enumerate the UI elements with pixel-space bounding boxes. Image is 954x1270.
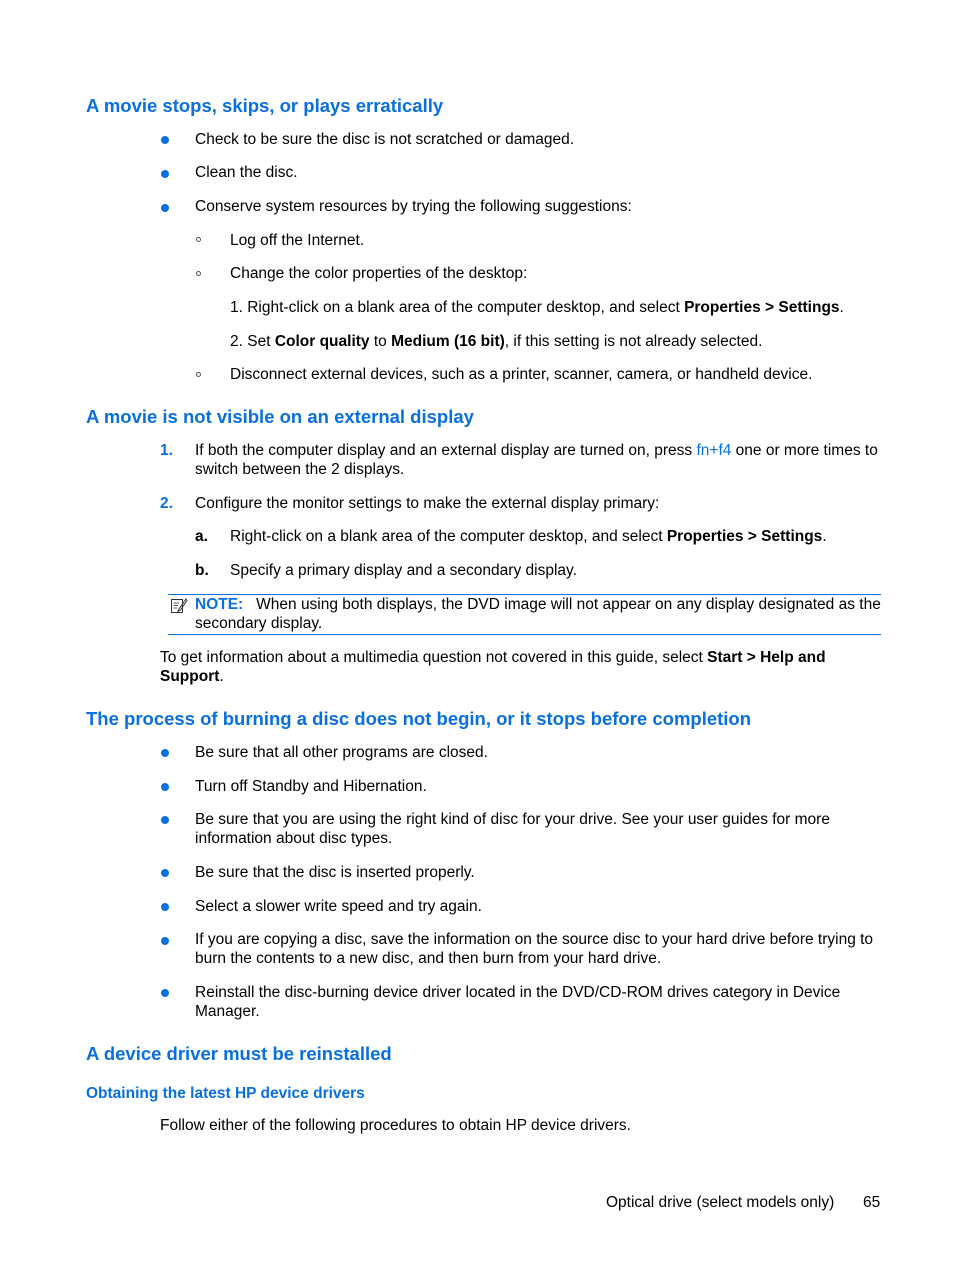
bullet-icon <box>161 869 169 877</box>
sub-step-end: . <box>822 528 827 545</box>
info-end: . <box>219 668 224 685</box>
step-1-end: . <box>839 299 844 316</box>
paragraph: Follow either of the following procedures to obtain HP device drivers. <box>160 1117 631 1134</box>
list-number: 2. <box>160 495 173 512</box>
step-2-mid: to <box>369 333 392 350</box>
step-1 <box>230 298 844 317</box>
subheading-latest-drivers: Obtaining the latest HP device drivers <box>86 1085 365 1102</box>
note-pencil-icon <box>170 597 188 620</box>
step-1-bold: Properties > Settings <box>684 299 840 316</box>
list-item: Check to be sure the disc is not scratched or damaged. <box>195 131 575 148</box>
bullet-icon <box>161 136 169 144</box>
step-2-bold-2: Medium (16 bit) <box>391 333 505 350</box>
sub-step: Specify a primary display and a secondary display. <box>230 562 577 579</box>
sub-bullet-icon <box>196 372 201 377</box>
info-paragraph <box>160 648 860 686</box>
list-item: Conserve system resources by trying the following suggestions: <box>195 198 632 215</box>
step-1-text: 1. Right-click on a blank area of the computer desktop, and select <box>230 299 685 316</box>
list-item: If you are copying a disc, save the information on the source disc to your hard drive before trying to burn the contents to a new disc, and then burn from your hard drive. <box>195 931 874 967</box>
list-item: Configure the monitor settings to make the external display primary: <box>195 495 660 512</box>
key-combo: fn+f4 <box>696 442 732 459</box>
sub-step-label: b. <box>195 562 209 579</box>
sub-list-item: Change the color properties of the desktop: <box>230 265 528 282</box>
heading-burning-disc: The process of burning a disc does not begin, or it stops before completion <box>86 708 752 729</box>
sub-list-item: Disconnect external devices, such as a printer, scanner, camera, or handheld device. <box>230 366 813 383</box>
list-item: Be sure that all other programs are closed. <box>195 744 488 761</box>
bullet-icon <box>161 937 169 945</box>
list-item-text: If both the computer display and an external display are turned on, press <box>195 442 697 459</box>
bullet-icon <box>161 749 169 757</box>
note-text: When using both displays, the DVD image will not appear on any display designated as the secondary display. <box>195 596 881 632</box>
list-item: Be sure that the disc is inserted properly. <box>195 864 475 881</box>
sub-step <box>230 527 827 546</box>
sub-list-item: Log off the Internet. <box>230 232 365 249</box>
bullet-icon <box>161 783 169 791</box>
footer-label: Optical drive (select models only) <box>606 1194 835 1211</box>
sub-step-bold: Properties > Settings <box>666 528 823 545</box>
list-item <box>195 441 885 479</box>
note-label: NOTE: <box>195 596 244 613</box>
sub-step-label: a. <box>195 528 208 545</box>
heading-external-display: A movie is not visible on an external display <box>86 406 474 427</box>
step-2 <box>230 332 762 351</box>
sub-bullet-icon <box>196 237 201 242</box>
step-2-bold-1: Color quality <box>274 333 370 350</box>
info-bold: Start > Help and Support <box>160 649 826 685</box>
sub-bullet-icon <box>196 271 201 276</box>
list-item: Reinstall the disc-burning device driver located in the DVD/CD-ROM drives category in Device Manager. <box>195 984 841 1020</box>
bullet-icon <box>161 204 169 212</box>
bullet-icon <box>161 989 169 997</box>
bullet-icon <box>161 816 169 824</box>
list-item: Be sure that you are using the right kind of disc for your drive. See your user guides for more information about disc types. <box>195 811 830 847</box>
note-bottom-rule <box>168 634 881 635</box>
heading-device-driver: A device driver must be reinstalled <box>86 1043 392 1064</box>
page-number: 65 <box>863 1194 881 1211</box>
list-number: 1. <box>160 442 173 459</box>
list-item: Clean the disc. <box>195 164 298 181</box>
step-2-end: , if this setting is not already selected. <box>504 333 763 350</box>
bullet-icon <box>161 170 169 178</box>
list-item-text-end: one or more times to switch between the 2 displays. <box>195 442 878 478</box>
info-text: To get information about a multimedia question not covered in this guide, select <box>160 649 708 666</box>
list-item: Select a slower write speed and try again. <box>195 898 482 915</box>
step-2-text: 2. Set <box>230 333 275 350</box>
heading-movie-stops: A movie stops, skips, or plays erratically <box>86 95 444 116</box>
list-item: Turn off Standby and Hibernation. <box>195 778 427 795</box>
note <box>195 595 883 633</box>
sub-step-text: Right-click on a blank area of the computer desktop, and select <box>230 528 667 545</box>
bullet-icon <box>161 903 169 911</box>
